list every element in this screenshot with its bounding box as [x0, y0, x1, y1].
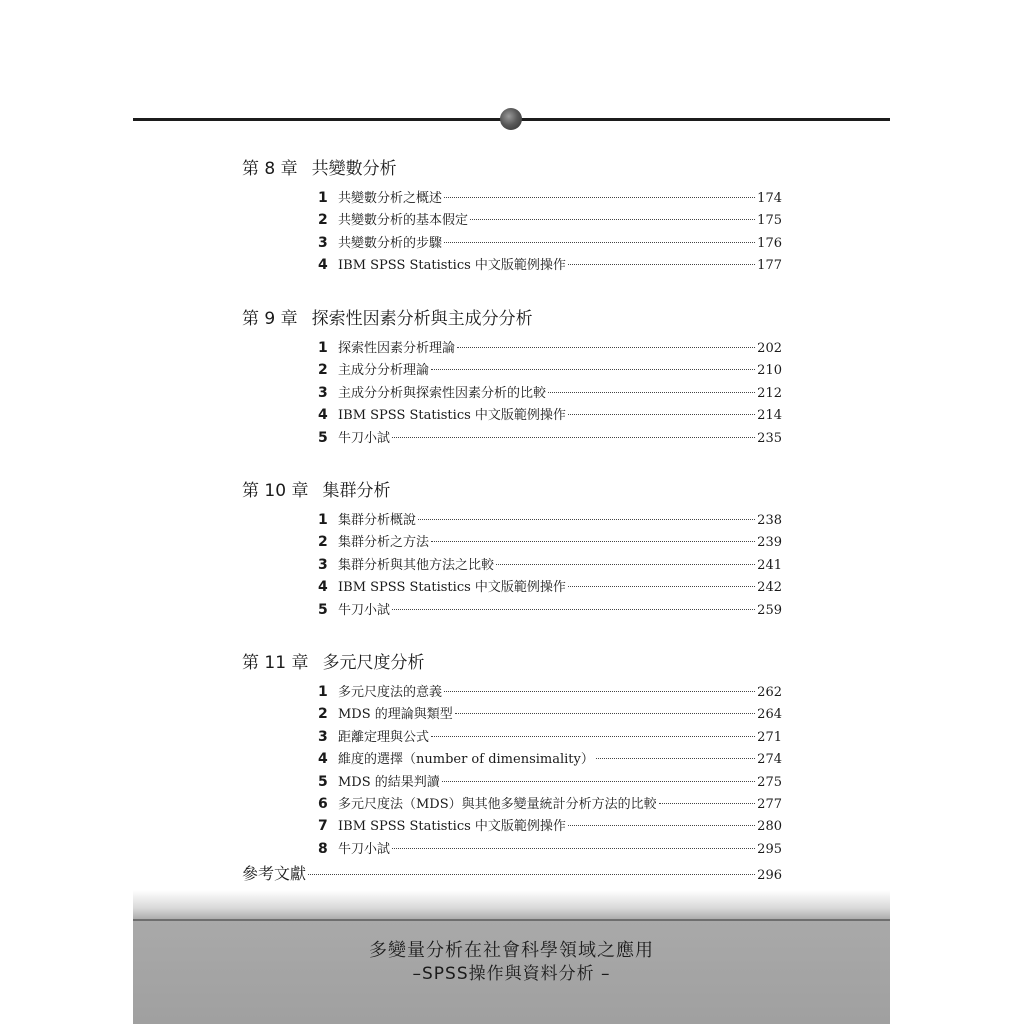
page-number: 235	[757, 430, 782, 446]
dot-leader	[431, 736, 755, 737]
section-title: 共變數分析的基本假定	[338, 213, 469, 229]
section-title: IBM SPSS Statistics 中文版範例操作	[338, 258, 566, 274]
chapter-heading	[242, 651, 424, 675]
section-number: 4	[318, 407, 328, 424]
dot-leader	[431, 541, 755, 542]
dot-leader	[444, 691, 755, 692]
toc-entry	[318, 772, 782, 793]
chapter-title: 探索性因素分析與主成分分析	[311, 309, 533, 329]
page-number: 296	[757, 868, 782, 883]
dot-leader	[568, 825, 755, 826]
toc-entry	[318, 600, 782, 621]
page-number: 202	[757, 341, 782, 356]
chapter-title: 共變數分析	[311, 159, 397, 179]
page-number: 259	[757, 602, 782, 618]
chapter-heading	[242, 307, 533, 331]
section-title: IBM SPSS Statistics 中文版範例操作	[338, 580, 566, 596]
section-number: 6	[318, 796, 328, 812]
toc-entry	[318, 816, 782, 837]
page-number: 174	[757, 191, 782, 206]
section-number: 7	[318, 818, 328, 835]
page-number: 214	[757, 408, 782, 424]
section-title: 多元尺度法的意義	[338, 685, 443, 700]
page-number: 210	[757, 363, 782, 379]
section-number: 1	[318, 512, 328, 528]
dot-leader	[496, 564, 755, 565]
page-number: 239	[757, 535, 782, 551]
toc-entry	[318, 839, 782, 860]
page-number: 212	[757, 385, 782, 401]
dot-leader	[418, 519, 755, 520]
page-number: 271	[757, 729, 782, 745]
toc-entry	[318, 428, 782, 449]
toc-entry	[318, 749, 782, 770]
page-number: 175	[757, 213, 782, 229]
book-title: 多變量分析在社會科學領域之應用	[369, 940, 654, 961]
section-title: 集群分析概說	[338, 513, 417, 528]
toc-entry	[318, 532, 782, 553]
dot-leader	[568, 264, 755, 265]
section-number: 4	[318, 751, 328, 768]
page-number: 242	[757, 580, 782, 596]
dot-leader	[444, 242, 755, 243]
chapter-title: 多元尺度分析	[322, 653, 425, 673]
dot-leader	[431, 369, 755, 370]
references-label: 參考文獻	[242, 864, 307, 883]
section-number: 3	[318, 384, 328, 401]
page-number: 295	[757, 841, 782, 857]
toc-entry	[318, 727, 782, 748]
dot-leader	[470, 219, 755, 220]
section-number: 2	[318, 362, 328, 379]
dot-leader	[308, 874, 755, 875]
page-number: 176	[757, 235, 782, 251]
section-title: MDS 的理論與類型	[338, 707, 453, 723]
references-entry	[242, 863, 782, 885]
section-number: 3	[318, 234, 328, 251]
section-number: 8	[318, 840, 328, 857]
dot-leader	[659, 803, 756, 804]
page-number: 277	[757, 797, 782, 812]
chapter-heading	[242, 157, 397, 181]
section-title: 牛刀小試	[338, 602, 391, 618]
page-number: 275	[757, 774, 782, 790]
section-number: 2	[318, 706, 328, 723]
toc-entry	[318, 405, 782, 426]
page-number: 238	[757, 513, 782, 528]
toc-entry	[318, 555, 782, 576]
section-title: 主成分分析理論	[338, 363, 430, 379]
section-title: 探索性因素分析理論	[338, 341, 456, 356]
section-title: 維度的選擇（number of dimensimality）	[338, 752, 594, 768]
page-number: 280	[757, 819, 782, 835]
dot-leader	[442, 781, 755, 782]
section-number: 5	[318, 429, 328, 446]
toc-entry	[318, 188, 782, 209]
dot-leader	[568, 414, 755, 415]
footer-rule	[133, 919, 890, 921]
page-number: 262	[757, 685, 782, 700]
chapter-number: 第 8 章	[242, 159, 298, 179]
toc-entry	[318, 794, 782, 815]
section-number: 2	[318, 534, 328, 551]
section-title: IBM SPSS Statistics 中文版範例操作	[338, 408, 566, 424]
toc-entry	[318, 210, 782, 231]
dot-leader	[392, 437, 755, 438]
toc-entry	[318, 577, 782, 598]
page-number: 177	[757, 258, 782, 274]
dot-leader	[568, 586, 755, 587]
section-title: 牛刀小試	[338, 430, 391, 446]
section-number: 1	[318, 684, 328, 700]
toc-entry	[318, 255, 782, 276]
section-number: 1	[318, 340, 328, 356]
chapter-title: 集群分析	[322, 481, 391, 501]
toc-entry	[318, 360, 782, 381]
section-number: 2	[318, 212, 328, 229]
section-title: 集群分析之方法	[338, 535, 430, 551]
toc-entry	[318, 682, 782, 703]
chapter-number: 第 11 章	[242, 653, 309, 673]
section-number: 5	[318, 601, 328, 618]
dot-leader	[455, 713, 755, 714]
dot-leader	[596, 758, 755, 759]
section-title: 共變數分析的步驟	[338, 235, 443, 251]
chapter-number: 第 10 章	[242, 481, 309, 501]
section-title: IBM SPSS Statistics 中文版範例操作	[338, 819, 566, 835]
page-number: 241	[757, 557, 782, 573]
dot-leader	[392, 609, 755, 610]
section-title: 距離定理與公式	[338, 729, 430, 745]
toc-entry	[318, 510, 782, 531]
section-title: 牛刀小試	[338, 841, 391, 857]
dot-leader	[444, 197, 755, 198]
section-number: 4	[318, 579, 328, 596]
section-number: 4	[318, 257, 328, 274]
section-title: 主成分分析與探索性因素分析的比較	[338, 385, 547, 401]
section-number: 5	[318, 773, 328, 790]
page-number: 274	[757, 752, 782, 768]
dot-leader	[548, 392, 755, 393]
dot-leader	[457, 347, 755, 348]
section-number: 3	[318, 556, 328, 573]
section-title: 共變數分析之概述	[338, 191, 443, 206]
section-title: 多元尺度法（MDS）與其他多變量統計分析方法的比較	[338, 797, 657, 812]
toc-entry	[318, 704, 782, 725]
section-title: MDS 的結果判讀	[338, 774, 440, 790]
section-title: 集群分析與其他方法之比較	[338, 557, 495, 573]
toc-entry	[318, 233, 782, 254]
toc-entry	[318, 338, 782, 359]
dot-leader	[392, 848, 755, 849]
chapter-heading	[242, 479, 390, 503]
book-subtitle: –SPSS操作與資料分析 –	[412, 964, 611, 984]
section-number: 1	[318, 190, 328, 206]
toc-entry	[318, 383, 782, 404]
page-number: 264	[757, 707, 782, 723]
section-number: 3	[318, 728, 328, 745]
chapter-number: 第 9 章	[242, 309, 298, 329]
footer-band	[133, 890, 890, 1024]
